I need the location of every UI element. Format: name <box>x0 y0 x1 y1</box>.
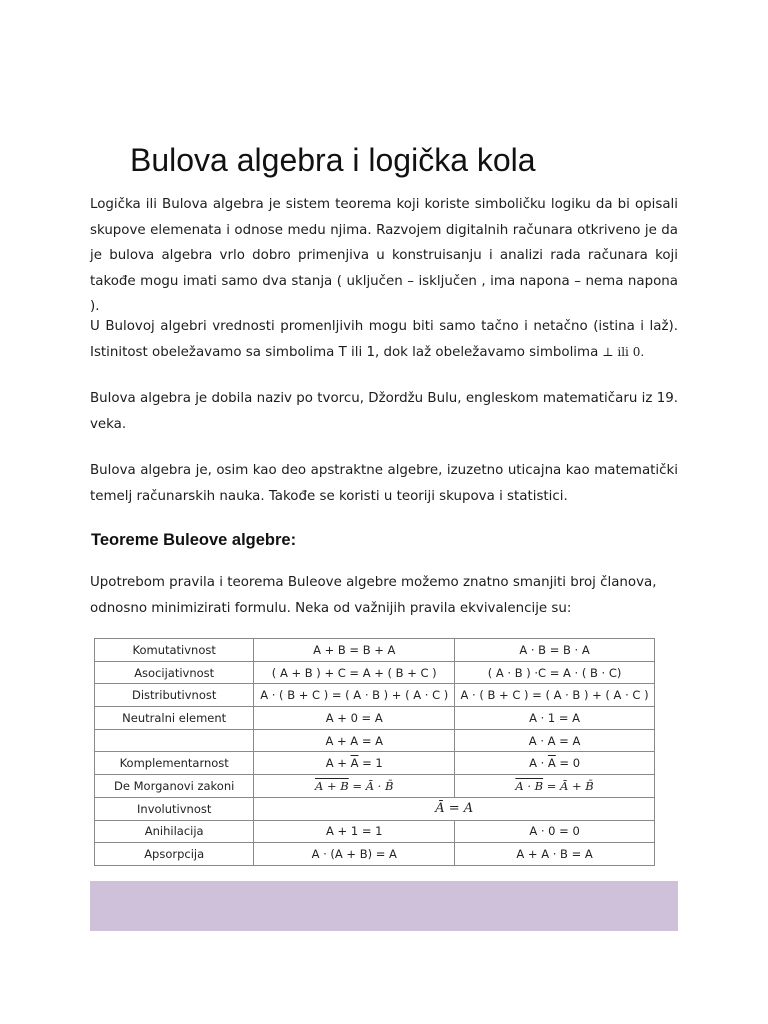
rule-formula-or: A · ( B + C ) = ( A · B ) + ( A · C ) <box>254 684 455 707</box>
rule-formula-or: ( A + B ) + C = A + ( B + C ) <box>254 661 455 684</box>
rule-formula-and: A + A · B = A <box>455 843 655 866</box>
rule-name: Asocijativnost <box>95 661 254 684</box>
section-heading: Teoreme Buleove algebre: <box>91 531 297 549</box>
rule-formula-or: A + A = A <box>254 729 455 752</box>
rule-formula-and: A · ( B + C ) = ( A · B ) + ( A · C ) <box>455 684 655 707</box>
rule-name <box>95 729 254 752</box>
paragraph-values-text: U Bulovoj algebri vrednosti promenljivih mogu biti samo tačno i netačno (istina i laž). Istinitost obeležavamo sa simbolima T ili 1, dok laž obeležavamo simbolima <box>90 319 678 360</box>
rule-formula-or <box>254 775 455 798</box>
table-row <box>95 661 655 684</box>
negated-expression: A + B <box>315 778 349 793</box>
negated-variable: $\overline{A}$ <box>547 756 556 771</box>
rule-name: Apsorpcija <box>95 843 254 866</box>
rule-name: De Morganovi zakoni <box>95 775 254 798</box>
rule-name: Distributivnost <box>95 684 254 707</box>
rule-formula-and: ( A · B ) ·C = A · ( B · C) <box>455 661 655 684</box>
paragraph-origin: Bulova algebra je dobila naziv po tvorcu, Džordžu Bulu, engleskom matematičaru iz 19. veka. <box>90 391 678 432</box>
decorative-band <box>90 881 678 931</box>
formula-part: A + <box>325 756 351 771</box>
rule-formula-and <box>455 775 655 798</box>
rule-formula-and: A · B = B · A <box>455 639 655 662</box>
table-row <box>95 775 655 798</box>
paragraph-rules-intro: Upotrebom pravila i teorema Buleove algebre možemo znatno smanjiti broj članova, odnosno minimizirati formulu. Neka od važnijih pravila ekvivalencije su: <box>90 575 657 616</box>
negated-expression: A · B <box>515 778 544 793</box>
false-symbols: ⊥ ili 0. <box>602 344 645 359</box>
paragraph-significance: Bulova algebra je, osim kao deo apstraktne algebre, izuzetno uticajna kao matematički temelj računarskih nauka. Takođe se koristi u teoriji skupova i statistici. <box>90 463 678 504</box>
table-row <box>95 684 655 707</box>
rule-formula-or: A + B = B + A <box>254 639 455 662</box>
rule-formula: Ā = A <box>254 797 655 820</box>
rule-formula-or <box>254 752 455 775</box>
theorems-table <box>94 638 655 866</box>
rule-name: Komplementarnost <box>95 752 254 775</box>
formula-part: = 1 <box>358 756 383 771</box>
table-row <box>95 639 655 662</box>
table-row <box>95 820 655 843</box>
rule-name: Neutralni element <box>95 707 254 730</box>
table-row <box>95 729 655 752</box>
paragraph-intro: Logička ili Bulova algebra je sistem teorema koji koriste simboličku logiku da bi opisali skupove elemenata i odnose medu njima. Razvojem digitalnih računara otkriveno je da je bulova algebra vrlo dobro primenjiva u konstruisanju i analizi rada računara koji takođe mogu imati samo dva stanja ( uključen – isključen , ima napona – nema napona ). <box>90 197 678 314</box>
table-row <box>95 752 655 775</box>
formula-part: = Ā + B̄ <box>543 778 594 793</box>
negated-variable: $\overline{A}$ <box>350 756 359 771</box>
formula-part: = Ā · B̄ <box>348 778 394 793</box>
rule-name: Komutativnost <box>95 639 254 662</box>
paragraph-values <box>90 314 678 365</box>
rule-formula-and: A · A = A <box>455 729 655 752</box>
rule-formula-or: A + 1 = 1 <box>254 820 455 843</box>
table-row <box>95 843 655 866</box>
rule-name: Involutivnost <box>95 797 254 820</box>
rule-formula-or: A + 0 = A <box>254 707 455 730</box>
table-row <box>95 797 655 820</box>
rule-formula-and: A · 0 = 0 <box>455 820 655 843</box>
rule-formula-and: A · 1 = A <box>455 707 655 730</box>
page-title: Bulova algebra i logička kola <box>130 142 536 178</box>
formula-part: = 0 <box>555 756 581 771</box>
rule-formula-and <box>455 752 655 775</box>
rule-name: Anihilacija <box>95 820 254 843</box>
formula-part: A · <box>529 756 548 771</box>
table-row <box>95 707 655 730</box>
rule-formula-or: A · (A + B) = A <box>254 843 455 866</box>
